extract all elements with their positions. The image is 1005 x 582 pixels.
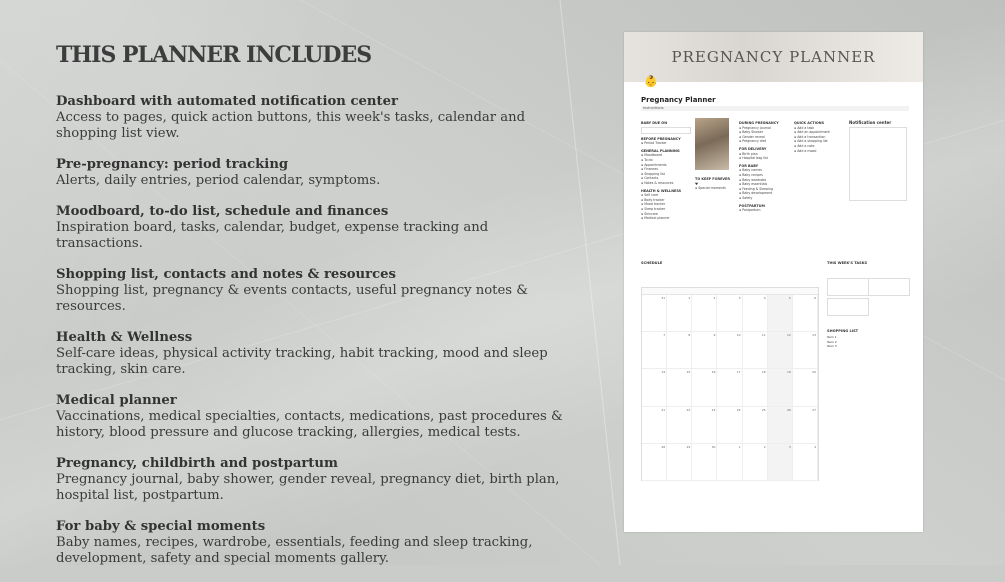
calendar-day[interactable]: 2 — [743, 444, 768, 481]
task-card[interactable] — [827, 298, 869, 316]
calendar-header — [642, 288, 818, 295]
page-link[interactable]: ▪ Add a task — [794, 126, 844, 131]
page-link[interactable]: ▪ Add a shopping list — [794, 139, 844, 144]
stroller-icon: 👶 — [644, 75, 658, 88]
feature-title: For baby & special moments — [56, 519, 266, 534]
feature-description: Alerts, daily entries, period calendar, symptoms. — [56, 173, 381, 188]
page-link[interactable]: ▪ Hospital bag list — [739, 156, 791, 161]
column-heading: TO KEEP FOREVER ♥ — [695, 177, 730, 186]
page-link[interactable]: ▪ Add a mood — [794, 149, 844, 154]
calendar-day[interactable]: 20 — [793, 369, 818, 406]
page-link[interactable]: ▪ Finances — [641, 167, 691, 172]
page-link[interactable]: ▪ Birth plan — [739, 152, 791, 157]
calendar-day[interactable]: 3 — [717, 295, 742, 332]
calendar-day[interactable]: 7 — [642, 332, 667, 369]
feature-item — [56, 519, 576, 567]
features-panel — [56, 42, 576, 582]
page-link[interactable]: ▪ Special moments — [695, 186, 731, 191]
calendar-day[interactable]: 13 — [793, 332, 818, 369]
calendar-day[interactable]: 11 — [743, 332, 768, 369]
page-link[interactable]: ▪ Gender reveal — [739, 135, 791, 140]
calendar-day[interactable]: 6 — [793, 295, 818, 332]
page-heading: THIS PLANNER INCLUDES — [56, 42, 372, 68]
planner-column-3 — [739, 118, 791, 213]
feature-description: Vaccinations, medical specialties, contacts, medications, past procedures & history, blood pressure and glucose tracking, allergies, medical tests. — [56, 409, 563, 440]
calendar-day[interactable]: 24 — [717, 407, 742, 444]
page-link[interactable]: ▪ To do — [641, 158, 691, 163]
page-link[interactable]: ▪ Baby essentials — [739, 182, 791, 187]
notification-box — [849, 127, 907, 201]
calendar-day[interactable]: 15 — [667, 369, 692, 406]
feature-title: Medical planner — [56, 393, 177, 408]
calendar-day[interactable]: 25 — [743, 407, 768, 444]
calendar-day[interactable]: 17 — [717, 369, 742, 406]
calendar-day[interactable]: 16 — [692, 369, 717, 406]
page-link[interactable]: ▪ Add a transaction — [794, 135, 844, 140]
calendar-day[interactable]: 3 — [768, 444, 793, 481]
calendar-day[interactable]: 29 — [667, 444, 692, 481]
link-list — [739, 168, 791, 200]
calendar-day[interactable]: 27 — [793, 407, 818, 444]
feature-item — [56, 204, 576, 252]
feature-title: Dashboard with automated notification center — [56, 94, 398, 109]
page-link[interactable]: ▪ Body tracker — [641, 198, 691, 203]
page-link[interactable]: ▪ Add an appointment — [794, 130, 844, 135]
due-date-field[interactable] — [641, 127, 691, 134]
calendar-day[interactable]: 21 — [642, 407, 667, 444]
calendar-day[interactable]: 9 — [692, 332, 717, 369]
page-link[interactable]: ▪ Skincare — [641, 212, 691, 217]
link-list — [739, 208, 791, 213]
shopping-item[interactable]: Item 1 — [827, 335, 837, 339]
page-link[interactable]: ▪ Baby Shower — [739, 130, 791, 135]
page-link[interactable]: ▪ Period Tracker — [641, 141, 691, 146]
planner-preview — [624, 32, 923, 532]
calendar-day[interactable]: 4 — [793, 444, 818, 481]
calendar-day[interactable]: 23 — [692, 407, 717, 444]
page-link[interactable]: ▪ Shopping list — [641, 172, 691, 177]
feature-item — [56, 393, 576, 441]
planner-column-1 — [641, 118, 691, 221]
tasks-heading: THIS WEEK'S TASKS — [827, 261, 868, 265]
quick-action-list — [794, 126, 844, 154]
calendar-day[interactable]: 12 — [768, 332, 793, 369]
task-card[interactable] — [827, 278, 869, 296]
column-heading: FOR DELIVERY — [739, 146, 767, 151]
feature-description: Access to pages, quick action buttons, this week's tasks, calendar and shopping list view. — [56, 110, 526, 141]
link-list — [739, 126, 791, 144]
page-link[interactable]: ▪ Feeding & Sleeping — [739, 187, 791, 192]
shopping-item[interactable]: Item 3 — [827, 344, 837, 348]
task-card[interactable] — [868, 278, 910, 296]
page-link[interactable]: ▪ Postpartum — [739, 208, 791, 213]
page-link[interactable]: ▪ Medical planner — [641, 216, 691, 221]
column-heading: DURING PREGNANCY — [739, 121, 779, 125]
calendar-day[interactable]: 18 — [743, 369, 768, 406]
calendar-day[interactable]: 26 — [768, 407, 793, 444]
calendar-day[interactable]: 4 — [743, 295, 768, 332]
feature-description: Pregnancy journal, baby shower, gender reveal, pregnancy diet, birth plan, hospital list, postpartum. — [56, 472, 560, 503]
link-list — [641, 153, 691, 185]
feature-item — [56, 456, 576, 504]
feature-description: Shopping list, pregnancy & events contacts, useful pregnancy notes & resources. — [56, 283, 528, 314]
calendar-day[interactable]: 8 — [667, 332, 692, 369]
page-link[interactable]: ▪ Baby development — [739, 191, 791, 196]
planner-column-2 — [695, 174, 731, 191]
planner-cover — [624, 32, 923, 82]
planner-photo — [695, 118, 729, 170]
link-list — [641, 193, 691, 221]
calendar-grid — [642, 295, 818, 481]
link-list — [739, 152, 791, 161]
calendar-day[interactable]: 2 — [692, 295, 717, 332]
page-link[interactable]: ▪ Self care — [641, 193, 691, 198]
notification-center-label: Notification center — [849, 120, 892, 125]
calendar-day[interactable]: 1 — [667, 295, 692, 332]
feature-description: Baby names, recipes, wardrobe, essentials, feeding and sleep tracking, development, safety and special moments gallery. — [56, 535, 533, 566]
column-heading: BEFORE PREGNANCY — [641, 136, 681, 141]
page-link[interactable]: ▪ Safety — [739, 196, 791, 201]
column-heading: GENERAL PLANNING — [641, 148, 680, 153]
page-link[interactable]: ▪ Pregnancy journal — [739, 126, 791, 131]
calendar-day[interactable]: 31 — [642, 295, 667, 332]
planner-cover-title: PREGNANCY PLANNER — [671, 48, 876, 66]
calendar-day[interactable]: 28 — [642, 444, 667, 481]
notification-center — [849, 118, 907, 218]
page-link[interactable]: ▪ Sleep tracker — [641, 207, 691, 212]
feature-title: Shopping list, contacts and notes & resources — [56, 267, 396, 282]
calendar-day[interactable]: 30 — [692, 444, 717, 481]
column-heading: HEALTH & WELLNESS — [641, 188, 682, 193]
page-link[interactable]: ▪ Baby recipes — [739, 173, 791, 178]
page-link[interactable]: ▪ Mood tracker — [641, 202, 691, 207]
feature-title: Pre-pregnancy: period tracking — [56, 157, 289, 172]
calendar — [641, 287, 819, 481]
column-heading: FOR BABY — [739, 163, 759, 168]
shopping-heading: SHOPPING LIST — [827, 329, 859, 333]
feature-description: Self-care ideas, physical activity tracking, habit tracking, mood and sleep tracking, skin care. — [56, 346, 548, 377]
calendar-day[interactable]: 14 — [642, 369, 667, 406]
calendar-day[interactable]: 1 — [717, 444, 742, 481]
calendar-day[interactable]: 19 — [768, 369, 793, 406]
calendar-day[interactable]: 22 — [667, 407, 692, 444]
column-heading: BABY DUE ON — [641, 121, 668, 125]
feature-title: Pregnancy, childbirth and postpartum — [56, 456, 338, 471]
page-link[interactable]: ▪ Baby wardrobe — [739, 178, 791, 183]
calendar-day[interactable]: 10 — [717, 332, 742, 369]
planner-column-4 — [794, 118, 844, 153]
page-link[interactable]: ▪ Add a note — [794, 144, 844, 149]
feature-description: Inspiration board, tasks, calendar, budget, expense tracking and transactions. — [56, 220, 489, 251]
page-link[interactable]: ▪ Moodboard — [641, 153, 691, 158]
feature-item — [56, 267, 576, 315]
feature-title: Moodboard, to-do list, schedule and finances — [56, 204, 389, 219]
page-link[interactable]: ▪ Contacts — [641, 176, 691, 181]
page-link[interactable]: ▪ Appointments — [641, 163, 691, 168]
column-heading: QUICK ACTIONS — [794, 121, 825, 125]
feature-list — [56, 94, 576, 567]
schedule-heading: SCHEDULE — [641, 261, 663, 265]
page-link[interactable]: ▪ Baby names — [739, 168, 791, 173]
shopping-item[interactable]: Item 2 — [827, 339, 837, 344]
feature-title: Health & Wellness — [56, 330, 193, 345]
column-heading: POSTPARTUM — [739, 203, 765, 208]
feature-item — [56, 157, 576, 189]
shopping-list — [827, 335, 907, 349]
feature-item — [56, 94, 576, 142]
page-link[interactable]: ▪ Notes & resources — [641, 181, 691, 186]
page-link[interactable]: ▪ Pregnancy diet — [739, 139, 791, 144]
planner-page-title: Pregnancy Planner — [641, 96, 716, 104]
instructions-toggle[interactable]: Instructions — [641, 106, 909, 111]
link-list — [641, 141, 691, 146]
feature-item — [56, 330, 576, 378]
link-list — [695, 186, 731, 191]
calendar-day[interactable]: 5 — [768, 295, 793, 332]
